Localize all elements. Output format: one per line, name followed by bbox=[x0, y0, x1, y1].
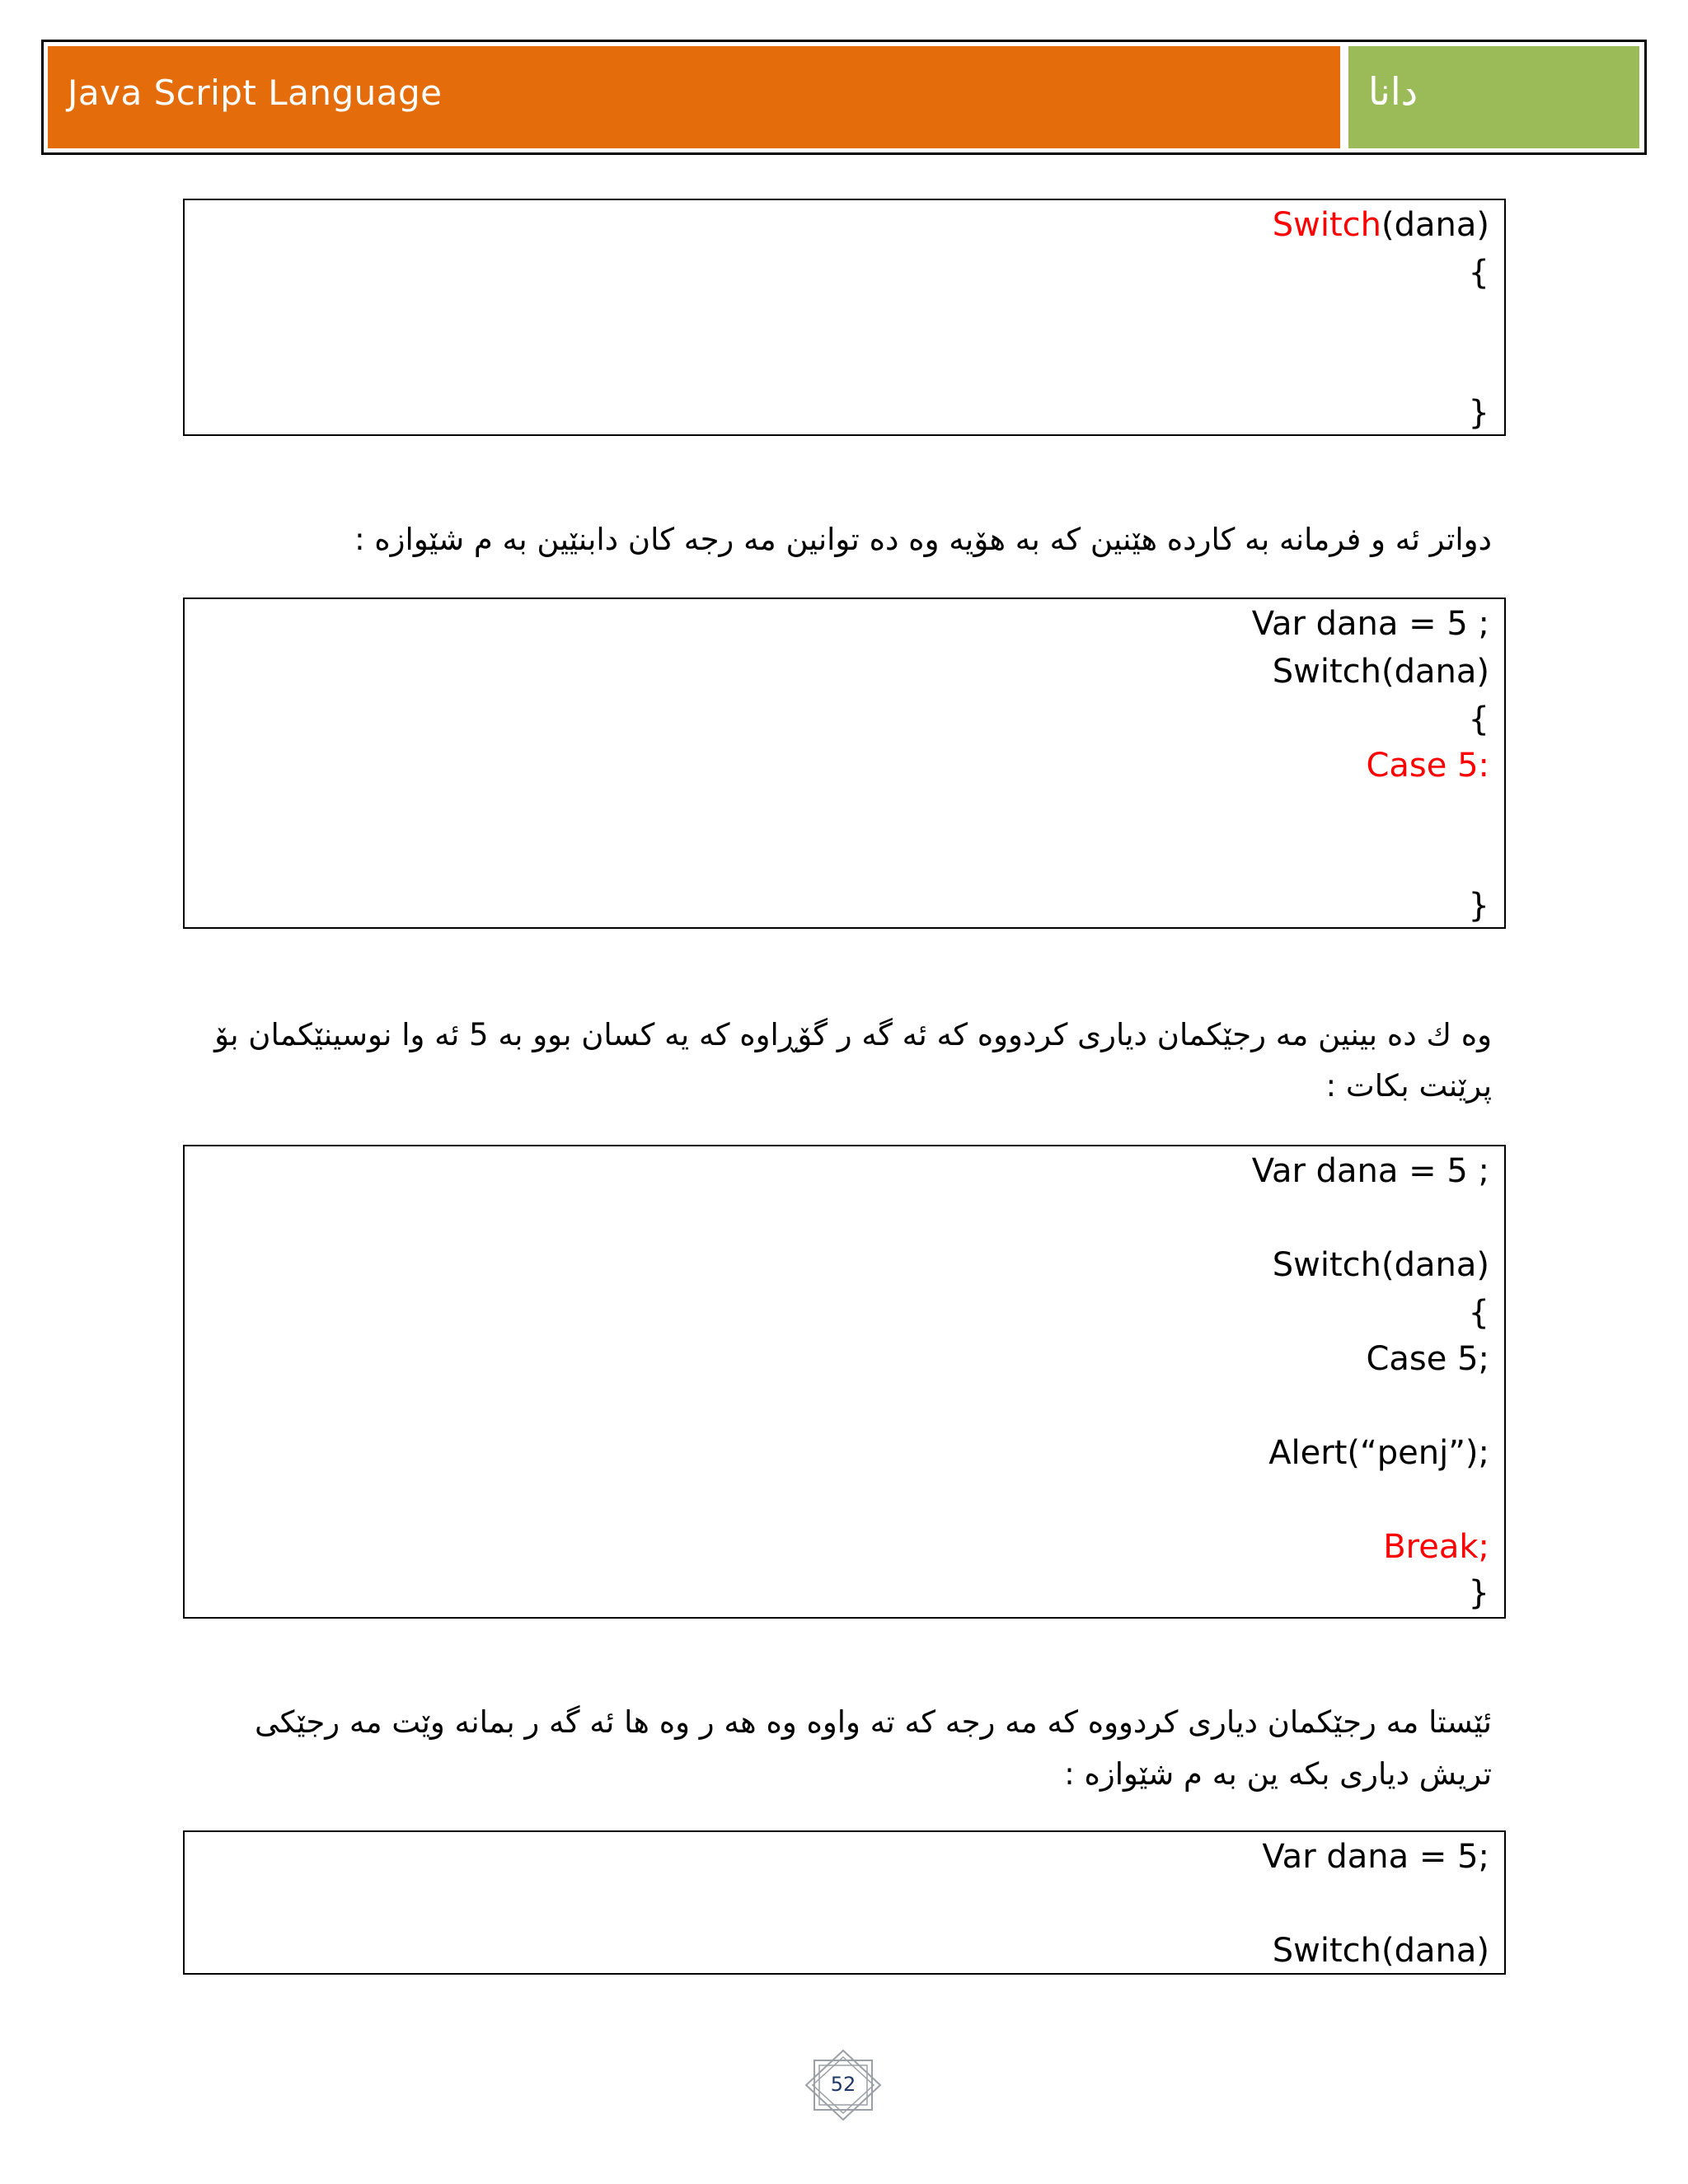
code-line: Switch(dana) bbox=[1272, 653, 1489, 691]
code-line: { bbox=[1468, 1294, 1489, 1332]
code-line-case: Case 5: bbox=[1366, 747, 1489, 785]
code-line: Alert(“penj”); bbox=[1268, 1434, 1489, 1472]
code-line: { bbox=[1468, 254, 1489, 292]
code-line: Var dana = 5 ; bbox=[1251, 605, 1489, 643]
paragraph-1-line-1: دواتر ئه و فرمانه به كارده هێنين كه به هۆيه وه ده توانين مه رجه كان دابنێين به م شێوازه : bbox=[354, 522, 1492, 557]
code-box-4 bbox=[183, 1830, 1506, 1975]
code-line: Switch(dana) bbox=[1272, 1246, 1489, 1284]
paragraph-2-line-1: وه ك ده بينين مه رجێكمان دياری كردووه كه ئه گه ر گۆڕاوه كه يه كسان بوو به 5 ئه وا نوسينێكمان بۆ bbox=[214, 1017, 1492, 1052]
paragraph-3-line-2: تريش دياری بكه ين به م شێوازه : bbox=[1064, 1756, 1492, 1792]
page-number: 52 bbox=[830, 2073, 856, 2096]
code-box-3 bbox=[183, 1145, 1506, 1619]
code-line: { bbox=[1468, 701, 1489, 738]
code-line bbox=[1272, 206, 1489, 244]
switch-argument: (dana) bbox=[1381, 206, 1489, 244]
code-line-break: Break; bbox=[1383, 1528, 1489, 1566]
header-author: دانا bbox=[1368, 69, 1418, 114]
code-line: Switch(dana) bbox=[1272, 1932, 1489, 1970]
code-line: } bbox=[1468, 1574, 1489, 1612]
code-line: } bbox=[1468, 394, 1489, 432]
paragraph-2-line-2: پرێنت بكات : bbox=[1325, 1068, 1492, 1104]
header-title: Java Script Language bbox=[68, 73, 443, 113]
code-line: Case 5; bbox=[1366, 1340, 1489, 1378]
code-line: Var dana = 5 ; bbox=[1251, 1152, 1489, 1190]
code-box-1 bbox=[183, 199, 1506, 436]
code-line: } bbox=[1468, 887, 1489, 925]
code-line: Var dana = 5; bbox=[1262, 1838, 1489, 1876]
keyword-switch: Switch bbox=[1272, 206, 1382, 244]
code-box-2 bbox=[183, 598, 1506, 929]
paragraph-3-line-1: ئێستا مه رجێكمان دياری كردووه كه مه رجه كه ته واوه وه هه ر وه ها ئه گه ر بمانه وێت مه رجێكی bbox=[254, 1704, 1492, 1740]
